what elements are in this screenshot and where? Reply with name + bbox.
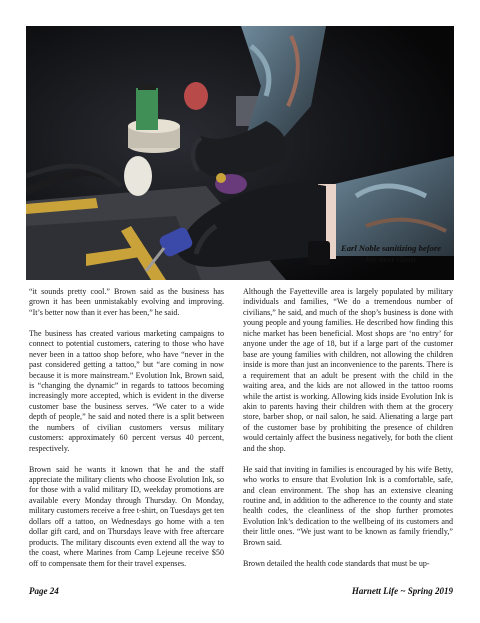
right-column bbox=[243, 287, 453, 580]
photo-illustration bbox=[26, 26, 454, 280]
page-number: Page 24 bbox=[29, 586, 59, 596]
paragraph: Brown said he wants it known that he and the staff appreciate the military clients who choose Evolution Ink, so for those with a valid military ID, weekday promotions are available every Monday through Thursday. On Monday, military customers receive a free t-shirt, on Tuesdays get ten dollars off a tattoo, on Wednesdays go home with a ten dollar gift card, and on Thursdays leave with free aftercare products. The military discounts even extend all the way to the coast, where Marines from Camp Lejeune receive $50 off to compensate them for their travel expenses. bbox=[29, 464, 224, 568]
paragraph: Brown detailed the health code standards that must be up- bbox=[243, 558, 430, 568]
caption-line-2: his next client bbox=[366, 254, 416, 264]
photo-caption bbox=[330, 243, 452, 265]
paragraph: Although the Fayetteville area is largely populated by military individuals and families, “We do a tremendous number of civilians,” he said, and much of the shop’s business is done with young people and young families. He described how finding this niche market has been beneficial. Most shops are ‘no entry’ for anyone under the age of 18, but if a large part of the customer base are young families with children, not allowing the children inside is more than just an inconvenience to the parents. There is a requirement that an adult be present with the child in the waiting area, and the kids are not allowed in the tattoo rooms while the artist is working. Allowing kids inside Evolution Ink is akin to parents having their children with them at the grocery store, barber shop, or nail salon, he said. Alienating a large part of the customer base by prohibiting the presence of children would certainly affect the business negatively, for both the client and the shop. bbox=[243, 287, 453, 453]
paragraph: He said that inviting in families is encouraged by his wife Betty, who works to ensure that Evolution Ink is a comfortable, safe, and clean environment. The shop has an extensive cleaning routine and, in addition to the adherence to the county and state health codes, the cleanliness of the shop further promotes Evolution Ink’s dedication to the wellbeing of its customers and their little ones. “We just want to be known as family friendly,” Brown said. bbox=[243, 464, 453, 547]
tattoo-photo bbox=[26, 26, 454, 280]
left-column bbox=[29, 287, 224, 580]
caption-line-1: Earl Noble sanitizing before bbox=[340, 243, 442, 253]
paragraph: “it sounds pretty cool.” Brown said as the business has grown it has been unmistakably evolving and improving. “It’s better now than it ever has been,” he said. bbox=[29, 287, 224, 317]
paragraph: The business has created various marketing campaigns to connect to potential customers, catering to those who have never been in a tattoo shop before, who have “never in the past considered getting a tattoo,” but “are coming in now because it is more mainstream.” Evolution Ink, Brown said, is “changing the dynamic” in regards to tattoos becoming increasingly more accepted, which is evident in the diverse customer base the business serves. “We cater to a wide depth of people,” he said and noted there is a split between the numbers of civilian customers versus military customers: approximately 60 percent versus 40 percent, respectively. bbox=[29, 328, 224, 453]
publication-title: Harnett Life ~ Spring 2019 bbox=[351, 586, 453, 596]
